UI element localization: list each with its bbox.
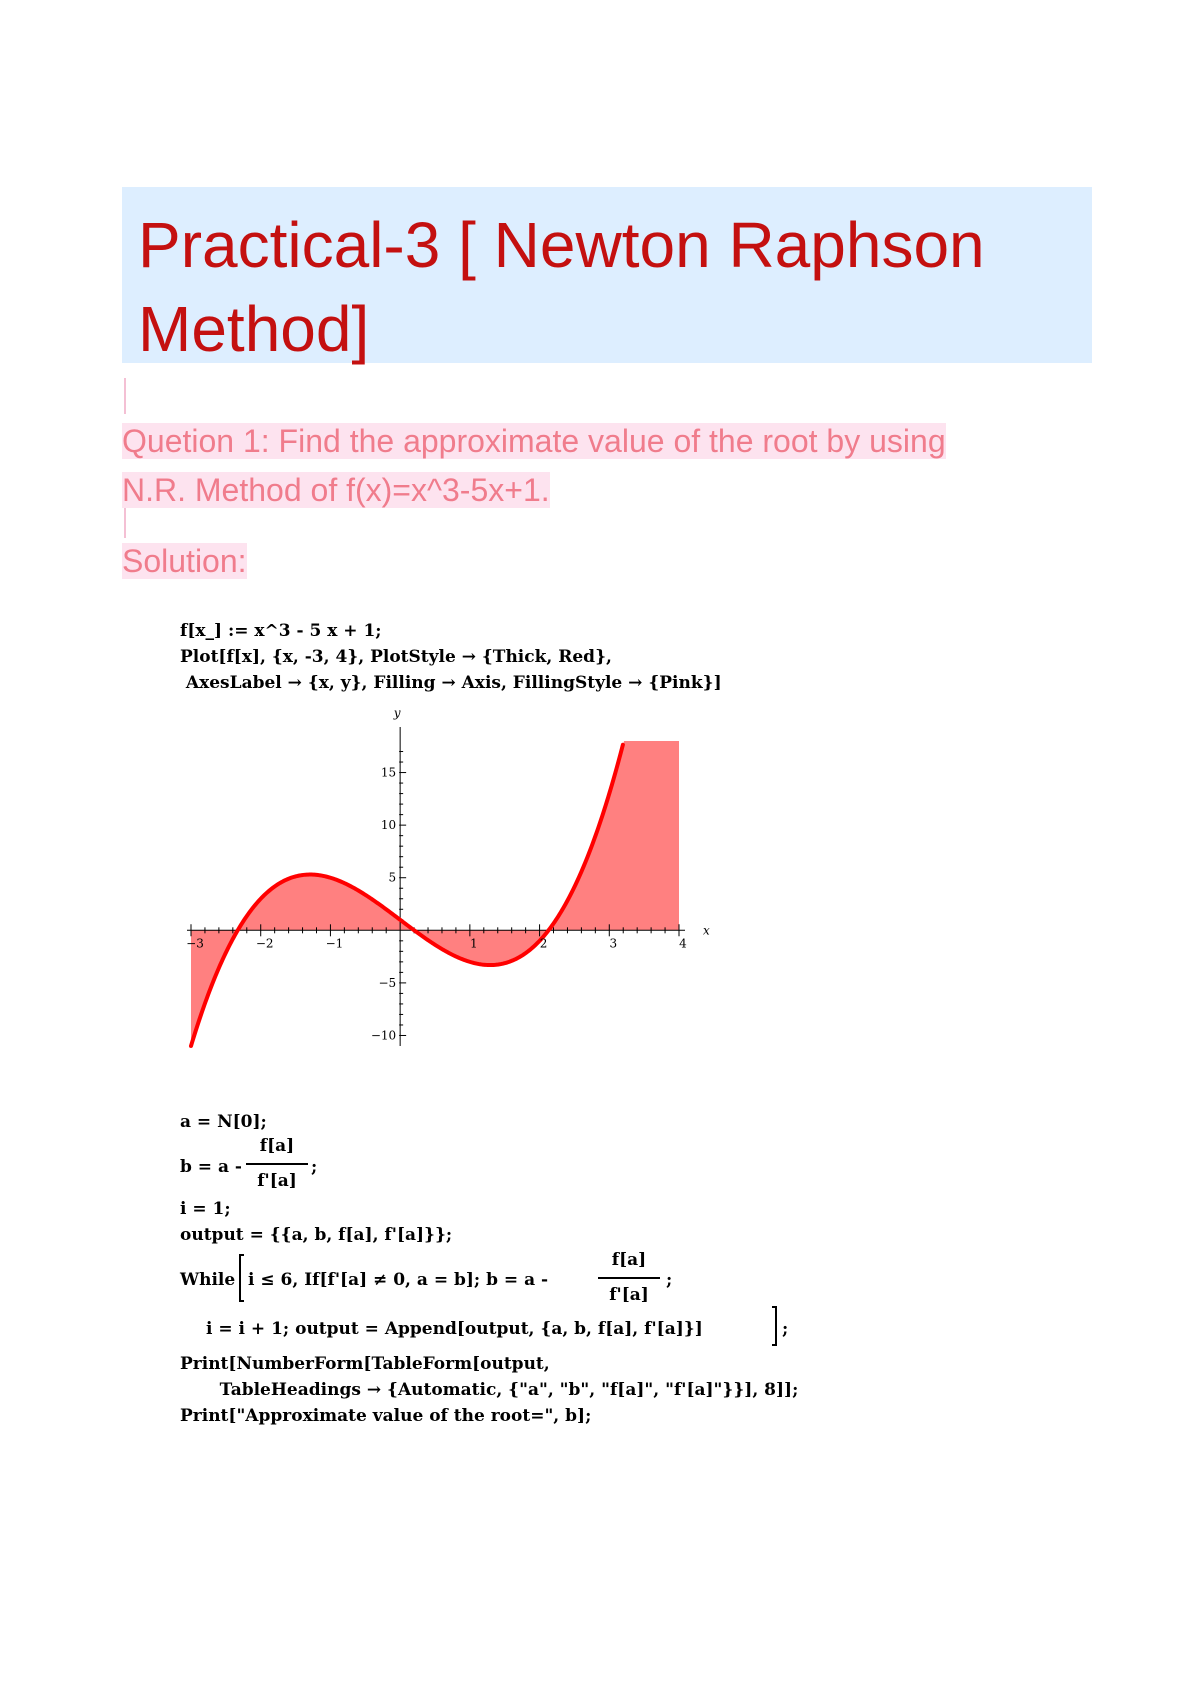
code-output-assign: output = {{a, b, f[a], f'[a]}}; <box>180 1225 453 1245</box>
code-while-fraction-bar <box>598 1277 660 1279</box>
solution-label: Solution: <box>122 543 247 579</box>
plot-curve <box>191 745 623 1046</box>
code-while-right-bracket <box>772 1306 777 1346</box>
question-line-1: Quetion 1: Find the approximate value of the root by using <box>122 423 946 459</box>
x-tick-label: 3 <box>609 936 618 951</box>
code-a-assign: a = N[0]; <box>180 1112 267 1132</box>
code-print-table-2: TableHeadings → {Automatic, {"a", "b", "f[a]", "f'[a]"}}], 8]]; <box>196 1380 799 1400</box>
code-def: f[x_] := x^3 - 5 x + 1; <box>180 621 382 641</box>
y-tick-label: −10 <box>370 1028 397 1043</box>
code-while-suffix: ; <box>666 1270 673 1290</box>
x-tick-label: 4 <box>679 936 687 951</box>
x-axis-label: x <box>703 923 710 938</box>
y-tick-label: 5 <box>388 870 397 885</box>
code-while-denominator: f'[a] <box>609 1285 649 1305</box>
code-b-denominator: f'[a] <box>257 1171 297 1191</box>
code-b-fraction-bar <box>246 1163 308 1165</box>
y-tick-label: −5 <box>378 975 397 990</box>
x-tick-label: −3 <box>186 936 204 951</box>
question-line-2: N.R. Method of f(x)=x^3-5x+1. <box>122 472 550 508</box>
code-print-root: Print["Approximate value of the root=", b]; <box>180 1406 592 1426</box>
code-plot-line-2: AxesLabel → {x, y}, Filling → Axis, FillingStyle → {Pink}] <box>180 673 722 693</box>
code-b-suffix: ; <box>311 1157 318 1177</box>
code-b-numerator: f[a] <box>259 1136 295 1156</box>
y-tick-label: 10 <box>380 818 397 833</box>
x-tick-label: 1 <box>470 936 478 951</box>
code-while-keyword: While <box>180 1270 236 1290</box>
x-tick-label: −1 <box>325 936 344 951</box>
code-while-end: ; <box>782 1319 789 1339</box>
title-line-1: Practical-3 [ Newton Raphson <box>138 209 985 281</box>
code-print-table-1: Print[NumberForm[TableForm[output, <box>180 1354 550 1374</box>
title-line-2: Method] <box>138 293 370 365</box>
code-i-assign: i = 1; <box>180 1199 231 1219</box>
code-while-numerator: f[a] <box>611 1250 647 1270</box>
code-while-left-bracket <box>239 1254 244 1302</box>
x-tick-label: 2 <box>539 936 548 951</box>
y-axis-label: y <box>393 706 401 720</box>
code-while-line-2: i = i + 1; output = Append[output, {a, b, f[a], f'[a]}] <box>206 1319 703 1339</box>
code-b-prefix: b = a - <box>180 1157 242 1177</box>
code-plot-line-1: Plot[f[x], {x, -3, 4}, PlotStyle → {Thick, Red}, <box>180 647 612 667</box>
code-while-body: i ≤ 6, If[f'[a] ≠ 0, a = b]; b = a - <box>248 1270 549 1290</box>
x-tick-label: −2 <box>255 936 274 951</box>
y-tick-label: 15 <box>380 765 397 780</box>
series-line <box>191 745 623 1046</box>
